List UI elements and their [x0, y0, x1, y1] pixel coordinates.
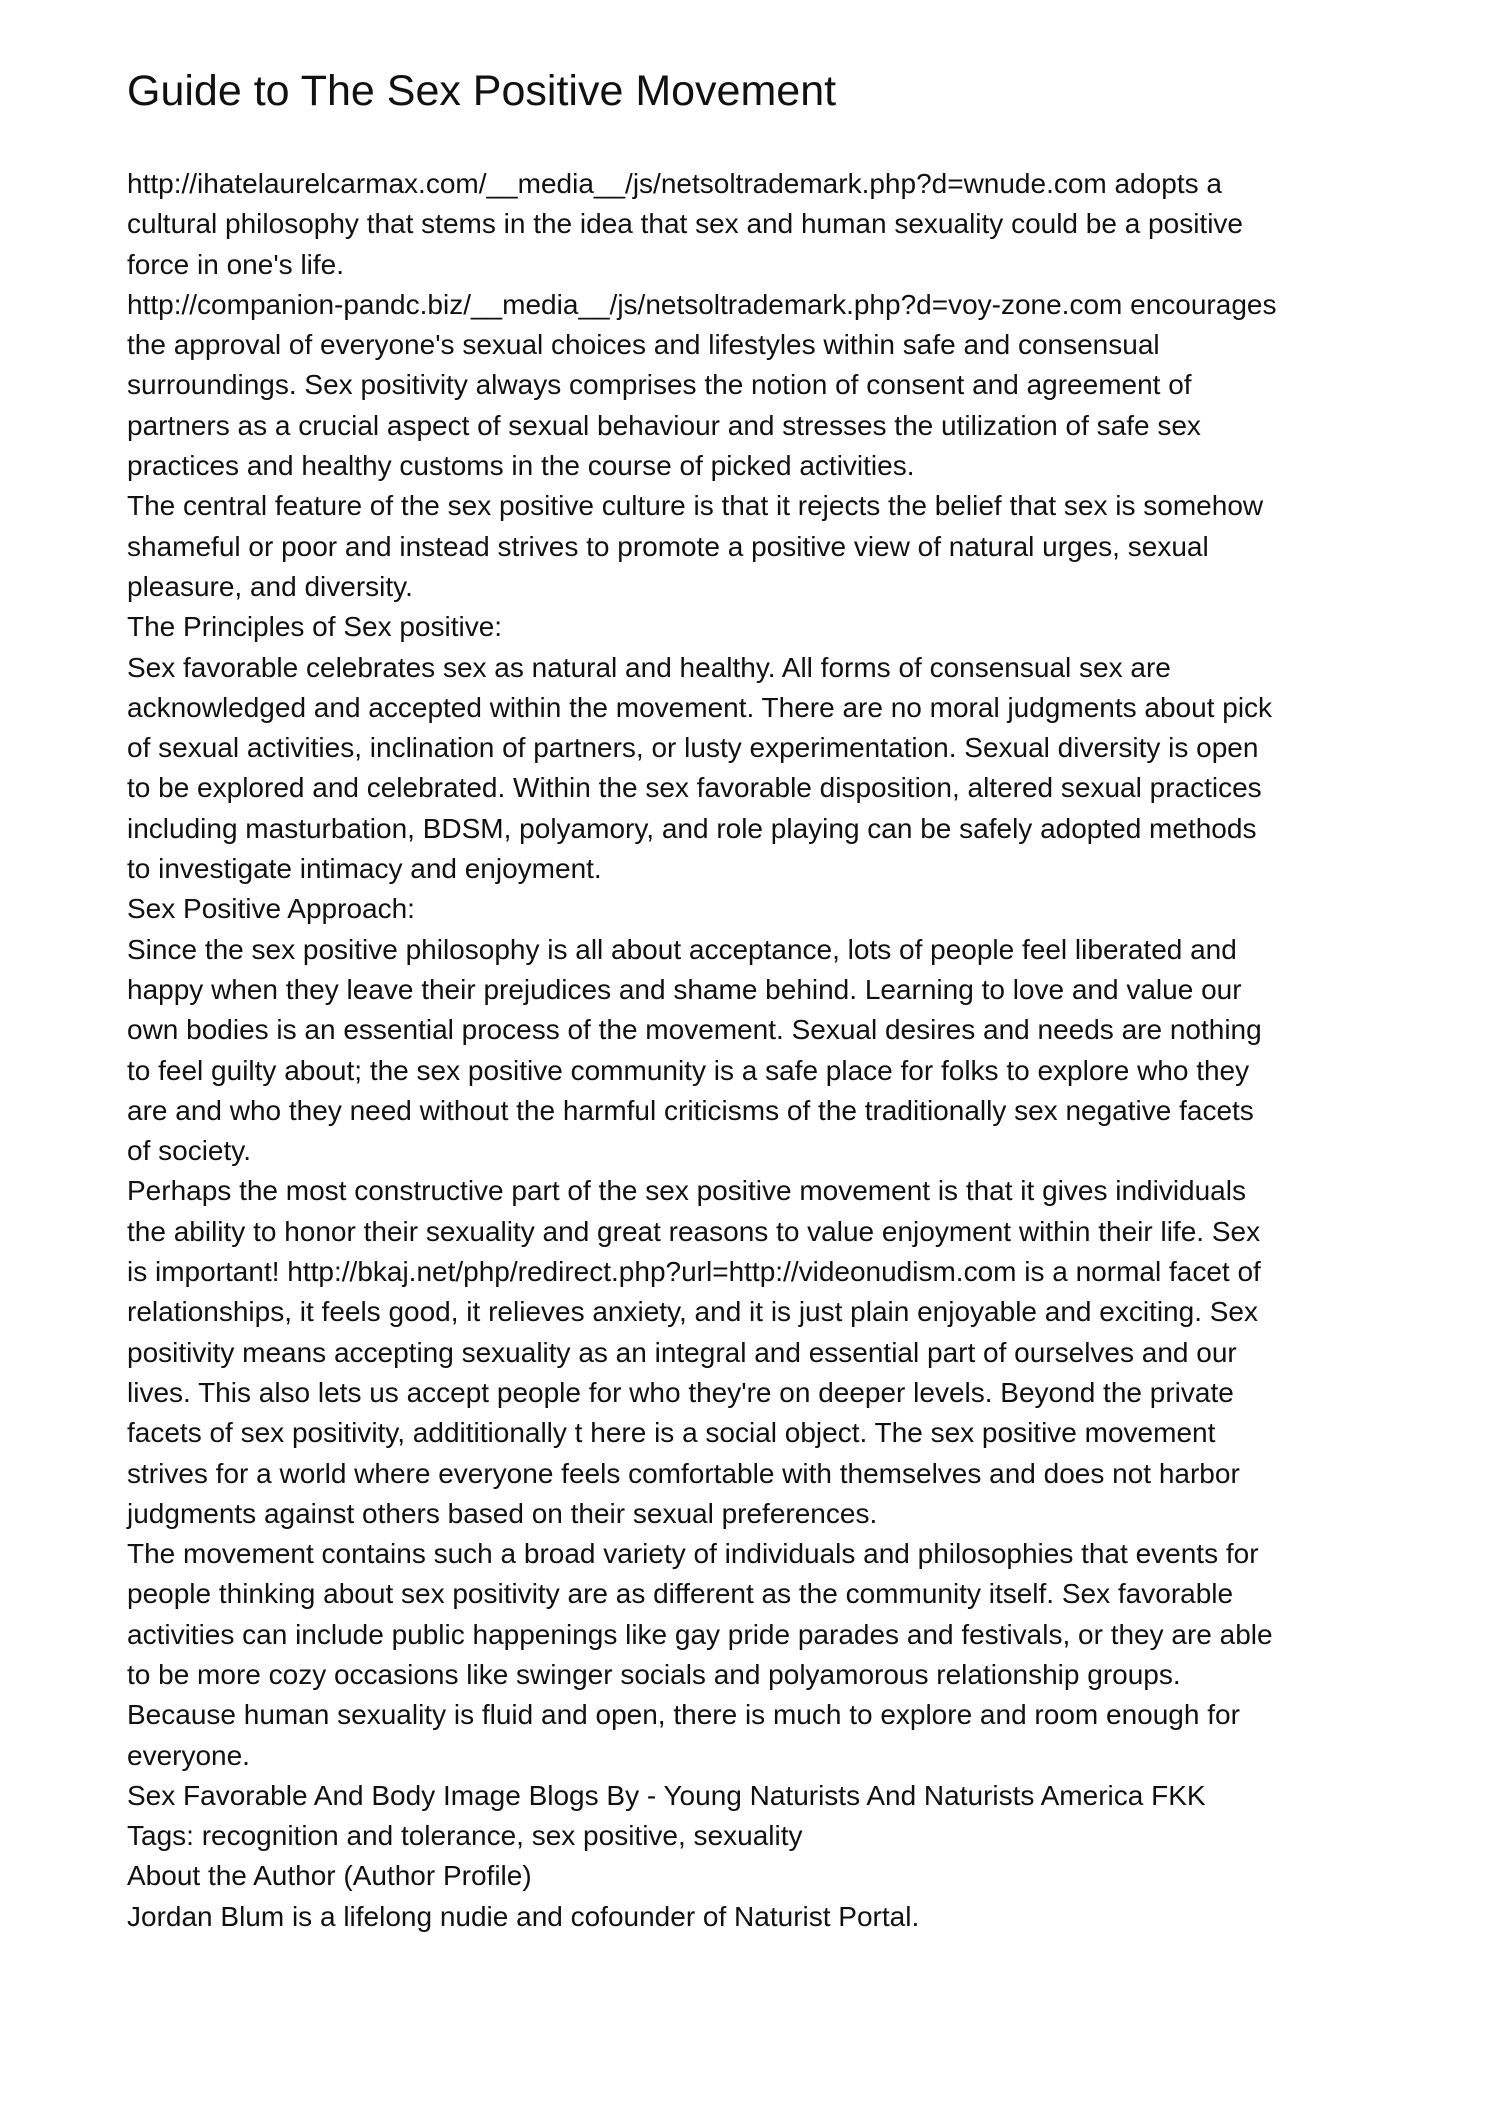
text-line[interactable]: http://companion-pandc.biz/__media__/js/netsoltrademark.php?d=voy-zone.com encourages	[127, 288, 1277, 320]
text-line: activities can include public happenings like gay pride parades and festivals, or they are able	[127, 1618, 1273, 1650]
text-line: of sexual activities, inclination of partners, or lusty experimentation. Sexual diversity is open	[127, 732, 1259, 764]
text-line[interactable]: is important! http://bkaj.net/php/redirect.php?url=http://videonudism.com is a normal facet of	[127, 1256, 1261, 1288]
text-line: shameful or poor and instead strives to promote a positive view of natural urges, sexual	[127, 530, 1209, 562]
text-line: The movement contains such a broad variety of individuals and philosophies that events for	[127, 1538, 1259, 1570]
text-line: to be explored and celebrated. Within the sex favorable disposition, altered sexual practices	[127, 772, 1262, 804]
author-heading-text: About the Author (Author Profile)	[127, 1860, 532, 1892]
text-line: of society.	[127, 1135, 251, 1167]
text-line: The central feature of the sex positive culture is that it rejects the belief that sex is somehow	[127, 490, 1264, 522]
blog-byline	[127, 1776, 1387, 1816]
paragraph-constructive	[127, 1171, 1387, 1534]
text-line: relationships, it feels good, it relieves anxiety, and it is just plain enjoyable and exciting. Sex	[127, 1296, 1259, 1328]
paragraph-events	[127, 1534, 1387, 1776]
text-line: including masturbation, BDSM, polyamory, and role playing can be safely adopted methods	[127, 812, 1257, 844]
section-heading: The Principles of Sex positive:	[127, 611, 503, 643]
text-line: strives for a world where everyone feels comfortable with themselves and does not harbor	[127, 1457, 1240, 1489]
text-line: judgments against others based on their sexual preferences.	[127, 1497, 878, 1529]
text-line: surroundings. Sex positivity always comprises the notion of consent and agreement of	[127, 369, 1192, 401]
author-heading	[127, 1856, 1387, 1896]
text-line: Because human sexuality is fluid and open, there is much to explore and room enough for	[127, 1699, 1240, 1731]
paragraph-intro	[127, 164, 1387, 285]
text-line: partners as a crucial aspect of sexual behaviour and stresses the utilization of safe sex	[127, 409, 1201, 441]
section-heading-approach	[127, 889, 1387, 929]
text-line: practices and healthy customs in the course of picked activities.	[127, 450, 915, 482]
byline-text: Sex Favorable And Body Image Blogs By - Young Naturists And Naturists America FKK	[127, 1779, 1206, 1811]
text-line: happy when they leave their prejudices and shame behind. Learning to love and value our	[127, 973, 1242, 1005]
text-line: facets of sex positivity, addititionally t here is a social object. The sex positive movement	[127, 1417, 1216, 1449]
text-line: cultural philosophy that stems in the idea that sex and human sexuality could be a positive	[127, 208, 1243, 240]
text-line: force in one's life.	[127, 248, 345, 280]
text-line: the ability to honor their sexuality and great reasons to value enjoyment within their life. Sex	[127, 1215, 1261, 1247]
paragraph-central-feature	[127, 486, 1387, 607]
paragraph-approval	[127, 285, 1387, 486]
text-line: lives. This also lets us accept people for who they're on deeper levels. Beyond the private	[127, 1376, 1234, 1408]
section-heading: Sex Positive Approach:	[127, 893, 415, 925]
text-line: acknowledged and accepted within the movement. There are no moral judgments about pick	[127, 691, 1273, 723]
author-bio	[127, 1897, 1387, 1937]
page-title: Guide to The Sex Positive Movement	[127, 67, 837, 115]
tags-text: Tags: recognition and tolerance, sex positive, sexuality	[127, 1820, 803, 1852]
text-line: are and who they need without the harmful criticisms of the traditionally sex negative facets	[127, 1094, 1254, 1126]
text-line: to be more cozy occasions like swinger socials and polyamorous relationship groups.	[127, 1658, 1181, 1690]
author-bio-text: Jordan Blum is a lifelong nudie and cofounder of Naturist Portal.	[127, 1900, 920, 1932]
text-line: everyone.	[127, 1739, 250, 1771]
text-line: to investigate intimacy and enjoyment.	[127, 853, 602, 885]
text-line: the approval of everyone's sexual choices and lifestyles within safe and consensual	[127, 329, 1160, 361]
text-line: to feel guilty about; the sex positive community is a safe place for folks to explore who they	[127, 1054, 1250, 1086]
text-line: Perhaps the most constructive part of the sex positive movement is that it gives individuals	[127, 1175, 1246, 1207]
text-line: Sex favorable celebrates sex as natural and healthy. All forms of consensual sex are	[127, 651, 1171, 683]
text-line: Since the sex positive philosophy is all about acceptance, lots of people feel liberated and	[127, 933, 1237, 965]
paragraph-principles	[127, 648, 1387, 890]
text-line: pleasure, and diversity.	[127, 570, 413, 602]
text-line: own bodies is an essential process of the movement. Sexual desires and needs are nothing	[127, 1014, 1262, 1046]
section-heading-principles	[127, 607, 1387, 647]
paragraph-approach	[127, 930, 1387, 1172]
text-line[interactable]: http://ihatelaurelcarmax.com/__media__/js/netsoltrademark.php?d=wnude.com adopts a	[127, 168, 1222, 199]
text-line: people thinking about sex positivity are as different as the community itself. Sex favorable	[127, 1578, 1234, 1610]
text-line: positivity means accepting sexuality as an integral and essential part of ourselves and our	[127, 1336, 1237, 1368]
article-body	[127, 164, 1387, 1937]
tags	[127, 1816, 1387, 1856]
